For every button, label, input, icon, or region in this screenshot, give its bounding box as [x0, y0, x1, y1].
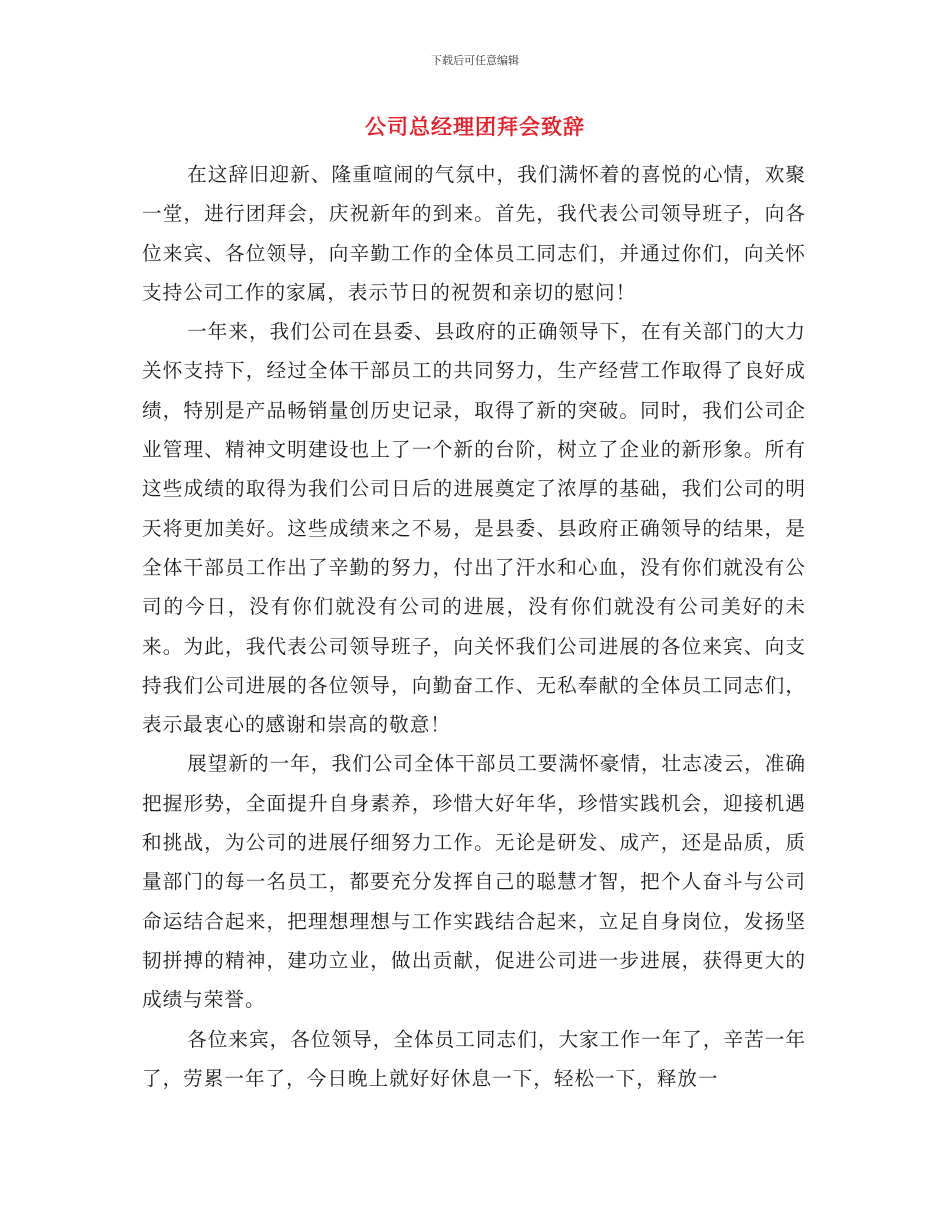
- document-body: [142, 155, 806, 1098]
- document-title: 公司总经理团拜会致辞: [365, 114, 585, 139]
- paragraph-4: 各位来宾，各位领导，全体员工同志们，大家工作一年了，辛苦一年了，劳累一年了，今日晚上就好好休息一下，轻松一下，释放一: [142, 1027, 806, 1090]
- paragraph-3: 展望新的一年，我们公司全体干部员工要满怀豪情，壮志凌云，准确把握形势，全面提升自身素养，珍惜大好年华，珍惜实践机会，迎接机遇和挑战，为公司的进展仔细努力工作。无论是研发、成产，还是品质，质量部门的每一名员工，都要充分发挥自己的聪慧才智，把个人奋斗与公司命运结合起来，把理想理想与工作实践结合起来，立足自身岗位，发扬坚韧拼搏的精神，建功立业，做出贡献，促进公司进一步进展，获得更大的成绩与荣誉。: [142, 752, 806, 1012]
- paragraph-2: 一年来，我们公司在县委、县政府的正确领导下，在有关部门的大力关怀支持下，经过全体干部员工的共同努力，生产经营工作取得了良好成绩，特别是产品畅销量创历史记录，取得了新的突破。同时，我们公司企业管理、精神文明建设也上了一个新的台阶，树立了企业的新形象。所有这些成绩的取得为我们公司日后的进展奠定了浓厚的基础，我们公司的明天将更加美好。这些成绩来之不易，是县委、县政府正确领导的结果，是全体干部员工作出了辛勤的努力，付出了汗水和心血，没有你们就没有公司的今日，没有你们就没有公司的进展，没有你们就没有公司美好的未来。为此，我代表公司领导班子，向关怀我们公司进展的各位来宾、向支持我们公司进展的各位领导，向勤奋工作、无私奉献的全体员工同志们，表示最衷心的感谢和崇高的敬意！: [142, 320, 806, 737]
- paragraph-1: 在这辞旧迎新、隆重喧闹的气氛中，我们满怀着的喜悦的心情，欢聚一堂，进行团拜会，庆祝新年的到来。首先，我代表公司领导班子，向各位来宾、各位领导，向辛勤工作的全体员工同志们，并通过你们，向关怀支持公司工作的家属，表示节日的祝贺和亲切的慰问！: [142, 163, 806, 304]
- page-header-note: 下载后可任意编辑: [431, 54, 519, 67]
